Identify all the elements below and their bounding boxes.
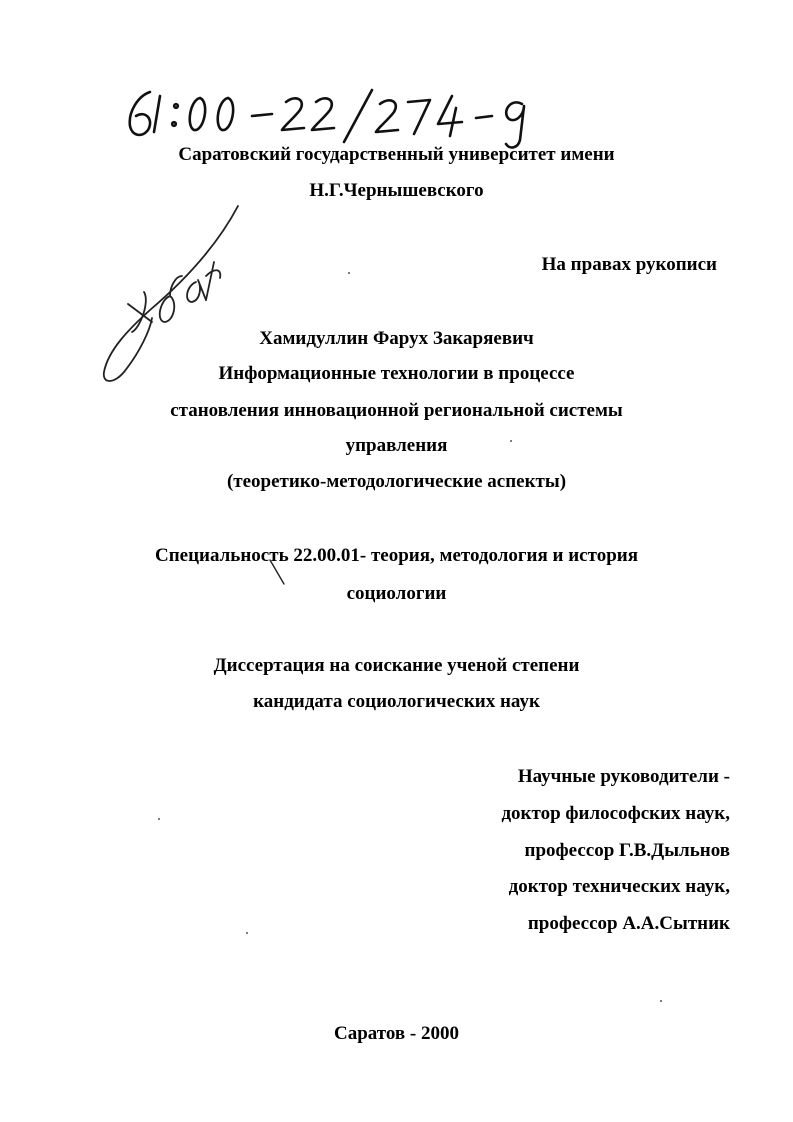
- specialty-line-2: социологии: [346, 583, 447, 604]
- supervisor-1-name: профессор Г.В.Дыльнов: [524, 840, 730, 861]
- supervisors-heading: Научные руководители -: [517, 766, 730, 787]
- scan-speck: [510, 440, 512, 442]
- scan-speck: [246, 932, 248, 934]
- thesis-title-line-3: управления: [345, 435, 448, 456]
- thesis-subtitle: (теоретико-методологические аспекты): [226, 471, 567, 492]
- scan-speck: [660, 1000, 662, 1002]
- thesis-title-line-1: Информационные технологии в процессе: [218, 363, 575, 384]
- supervisor-1-degree: доктор философских наук,: [501, 803, 730, 824]
- specialty-line-1: Специальность 22.00.01- теория, методология и история: [154, 545, 638, 566]
- degree-sought: кандидата социологических наук: [253, 691, 540, 712]
- university-name-continued: Н.Г.Чернышевского: [309, 180, 484, 201]
- dissertation-statement: Диссертация на соискание ученой степени: [213, 655, 580, 676]
- university-name: Саратовский государственный университет имени: [178, 144, 615, 165]
- thesis-title-line-2: становления инновационной региональной системы: [170, 400, 623, 421]
- scan-speck: [158, 818, 160, 820]
- supervisor-2-name: профессор А.А.Сытник: [527, 913, 730, 934]
- scan-speck: [348, 272, 350, 274]
- manuscript-rights: На правах рукописи: [541, 254, 717, 275]
- author-name: Хамидуллин Фарух Закаряевич: [259, 328, 534, 349]
- place-and-year: Саратов - 2000: [334, 1023, 459, 1044]
- supervisor-2-degree: доктор технических наук,: [508, 876, 730, 897]
